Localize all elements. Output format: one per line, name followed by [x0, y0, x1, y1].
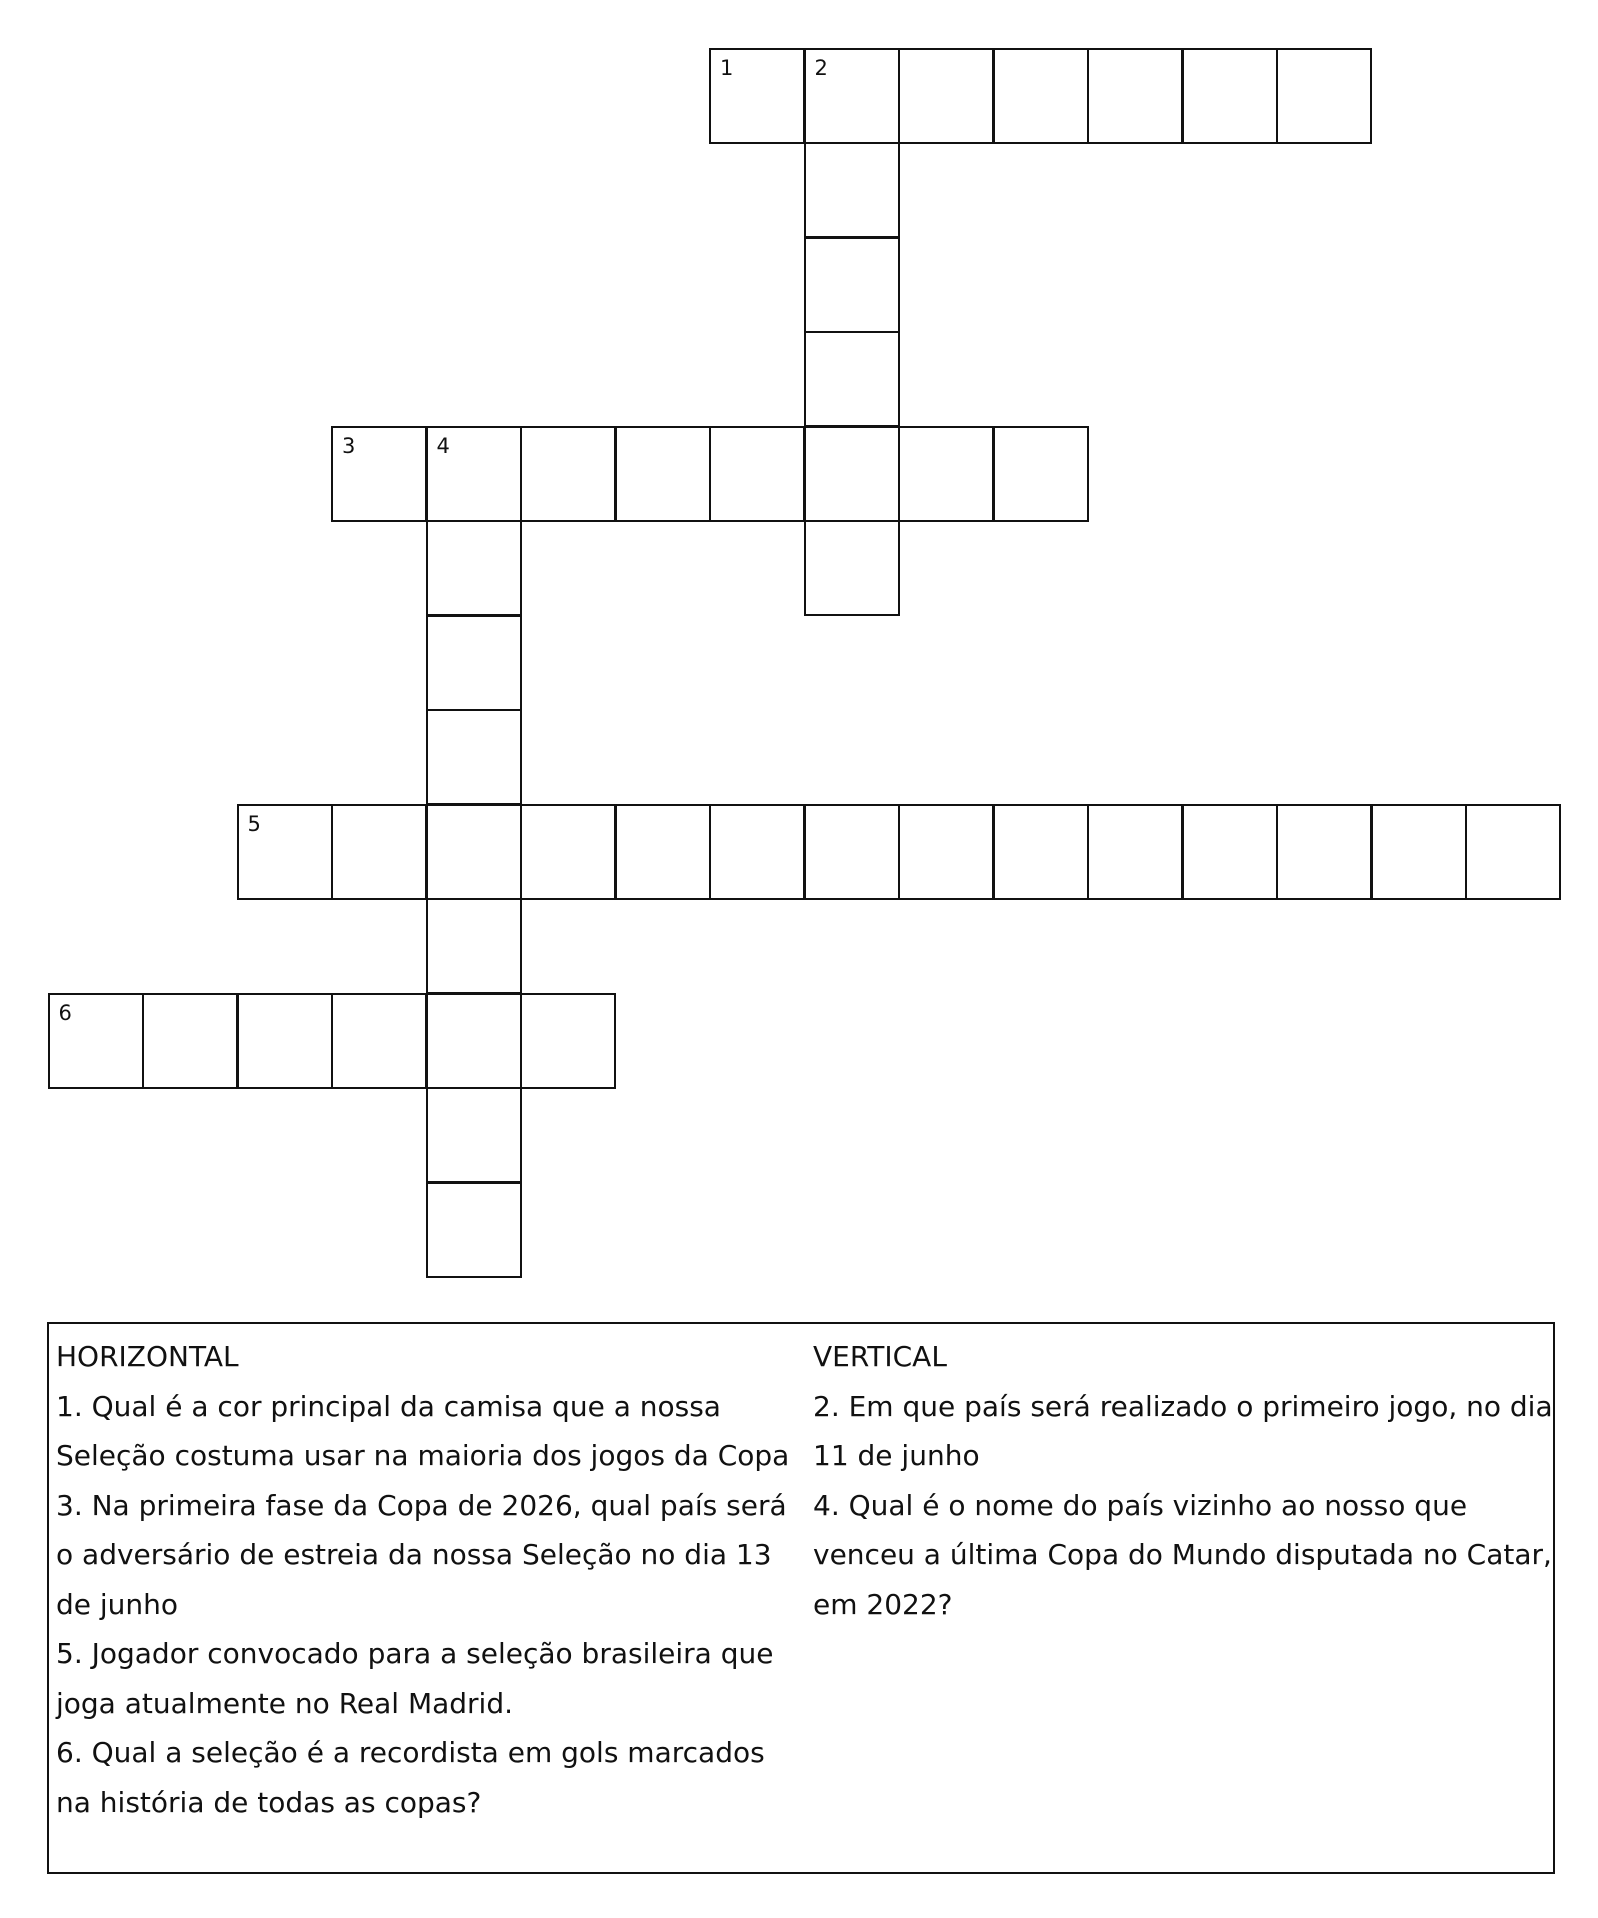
- grid-cell[interactable]: [331, 804, 427, 900]
- clue-number: 6: [58, 1000, 72, 1025]
- grid-cell[interactable]: [804, 331, 900, 427]
- clue-across-3: 3. Na primeira fase da Copa de 2026, qual país será o adversário de estreia da nossa Seleção no dia 13 de junho: [56, 1488, 787, 1621]
- horizontal-heading: HORIZONTAL: [56, 1340, 239, 1373]
- grid-cell[interactable]: [993, 426, 1089, 522]
- clue-number: 3: [342, 433, 356, 458]
- clue-number: 4: [436, 433, 450, 458]
- clue-down-2: 2. Em que país será realizado o primeiro jogo, no dia 11 de junho: [813, 1389, 1553, 1472]
- grid-cell[interactable]: [804, 426, 900, 522]
- grid-cell[interactable]: [615, 426, 711, 522]
- vertical-clues: [813, 1332, 1553, 1629]
- clue-number: 5: [247, 811, 261, 836]
- grid-cell[interactable]: [804, 804, 900, 900]
- vertical-heading: VERTICAL: [813, 1340, 947, 1373]
- grid-cell[interactable]: [993, 48, 1089, 144]
- grid-cell[interactable]: [1276, 48, 1372, 144]
- grid-cell[interactable]: [520, 426, 616, 522]
- grid-cell[interactable]: [1182, 804, 1278, 900]
- grid-cell[interactable]: [426, 520, 522, 616]
- clue-across-5: 5. Jogador convocado para a seleção brasileira que joga atualmente no Real Madrid.: [56, 1637, 774, 1720]
- grid-cell[interactable]: [615, 804, 711, 900]
- grid-cell[interactable]: [709, 804, 805, 900]
- grid-cell[interactable]: [898, 426, 994, 522]
- grid-cell[interactable]: [709, 426, 805, 522]
- grid-cell[interactable]: [709, 48, 805, 144]
- grid-cell[interactable]: [1182, 48, 1278, 144]
- clue-across-1: 1. Qual é a cor principal da camisa que a nossa Seleção costuma usar na maioria dos jogos da Copa: [56, 1389, 790, 1472]
- grid-cell[interactable]: [426, 804, 522, 900]
- clues-box: [47, 1322, 1555, 1874]
- grid-cell[interactable]: [804, 142, 900, 238]
- clue-number: 2: [814, 55, 828, 80]
- grid-cell[interactable]: [804, 520, 900, 616]
- grid-cell[interactable]: [426, 1182, 522, 1278]
- grid-cell[interactable]: [1087, 48, 1183, 144]
- grid-cell[interactable]: [331, 993, 427, 1089]
- grid-cell[interactable]: [142, 993, 238, 1089]
- grid-cell[interactable]: [237, 993, 333, 1089]
- grid-cell[interactable]: [898, 48, 994, 144]
- grid-cell[interactable]: [520, 804, 616, 900]
- grid-cell[interactable]: [1276, 804, 1372, 900]
- grid-cell[interactable]: [237, 804, 333, 900]
- grid-cell[interactable]: [426, 426, 522, 522]
- grid-cell[interactable]: [426, 1087, 522, 1183]
- grid-cell[interactable]: [426, 898, 522, 994]
- grid-cell[interactable]: [804, 237, 900, 333]
- clue-across-6: 6. Qual a seleção é a recordista em gols marcados na história de todas as copas?: [56, 1736, 765, 1819]
- grid-cell[interactable]: [993, 804, 1089, 900]
- clue-down-4: 4. Qual é o nome do país vizinho ao nosso que venceu a última Copa do Mundo disputada no Catar, em 2022?: [813, 1488, 1552, 1621]
- grid-cell[interactable]: [1371, 804, 1467, 900]
- grid-cell[interactable]: [520, 993, 616, 1089]
- grid-cell[interactable]: [898, 804, 994, 900]
- clue-number: 1: [720, 55, 734, 80]
- grid-cell[interactable]: [331, 426, 427, 522]
- grid-cell[interactable]: [48, 993, 144, 1089]
- grid-cell[interactable]: [1465, 804, 1561, 900]
- horizontal-clues: [56, 1332, 796, 1827]
- grid-cell[interactable]: [426, 615, 522, 711]
- grid-cell[interactable]: [426, 709, 522, 805]
- grid-cell[interactable]: [804, 48, 900, 144]
- grid-cell[interactable]: [426, 993, 522, 1089]
- grid-cell[interactable]: [1087, 804, 1183, 900]
